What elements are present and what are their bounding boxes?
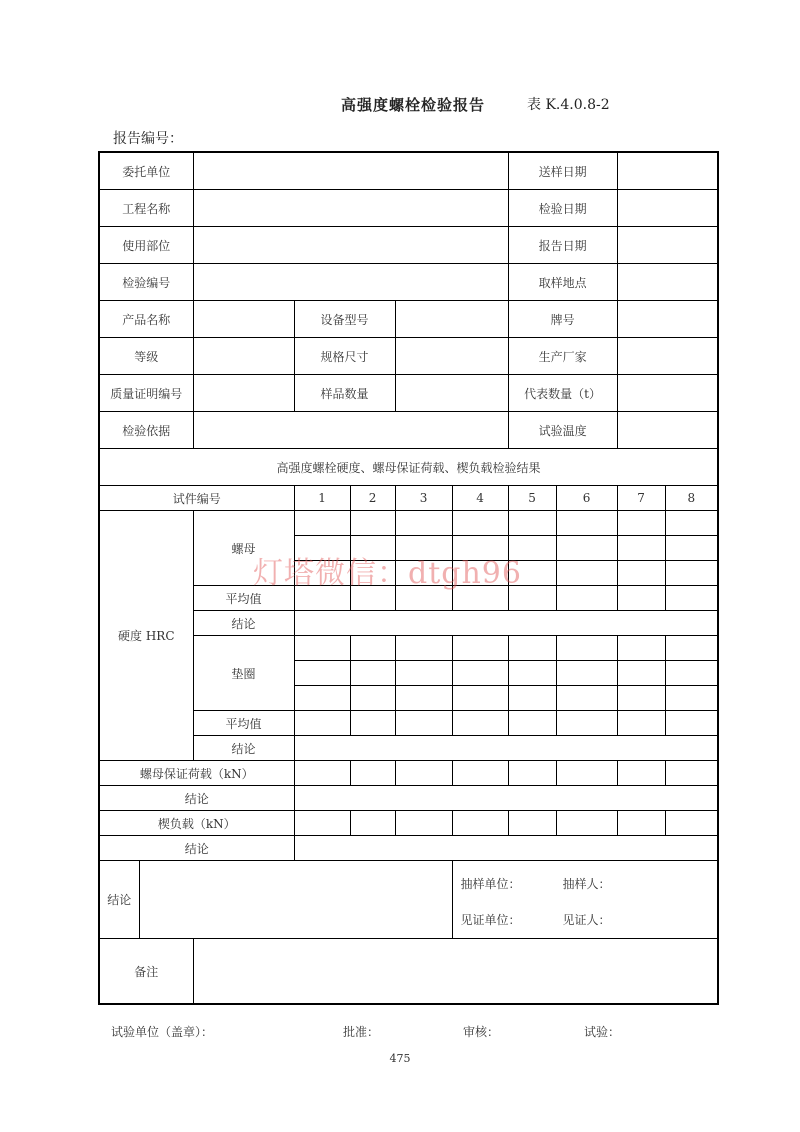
data-cell[interactable] — [665, 536, 718, 561]
client-value[interactable] — [193, 152, 508, 190]
data-cell[interactable] — [665, 661, 718, 686]
data-cell[interactable] — [556, 711, 617, 736]
cert-no-label: 质量证明编号 — [99, 375, 193, 412]
data-cell[interactable] — [452, 561, 508, 586]
proof-load-row — [99, 761, 718, 786]
data-cell[interactable] — [294, 586, 350, 611]
specimen-label: 试件编号 — [99, 486, 294, 511]
data-cell[interactable] — [452, 536, 508, 561]
data-cell[interactable] — [395, 711, 452, 736]
basis-value[interactable] — [193, 412, 508, 449]
data-cell[interactable] — [556, 511, 617, 536]
sample-qty-label: 样品数量 — [294, 375, 395, 412]
info-row — [99, 412, 718, 449]
data-cell[interactable] — [508, 636, 556, 661]
data-cell[interactable] — [294, 711, 350, 736]
info-row — [99, 301, 718, 338]
data-cell[interactable] — [508, 561, 556, 586]
maker-value[interactable] — [617, 338, 718, 375]
grade-value[interactable] — [193, 338, 294, 375]
proof-load-conclusion-row — [99, 786, 718, 811]
signoff-block — [453, 861, 718, 938]
specimen-number: 6 — [556, 486, 617, 511]
equipment-label: 设备型号 — [294, 301, 395, 338]
info-row — [99, 152, 718, 190]
data-cell[interactable] — [665, 686, 718, 711]
client-label: 委托单位 — [99, 152, 193, 190]
data-cell[interactable] — [350, 661, 395, 686]
data-cell[interactable] — [294, 661, 350, 686]
data-cell[interactable] — [617, 811, 665, 836]
sampler-label: 抽样人： — [562, 877, 611, 891]
data-cell[interactable] — [350, 761, 395, 786]
data-cell[interactable] — [665, 561, 718, 586]
specimen-number: 4 — [452, 486, 508, 511]
report-table — [98, 151, 719, 1005]
data-cell[interactable] — [350, 711, 395, 736]
sample-place-label: 取样地点 — [508, 264, 617, 301]
footer-approve-label: 批准： — [343, 1025, 380, 1039]
data-cell[interactable] — [350, 536, 395, 561]
data-cell[interactable] — [617, 636, 665, 661]
overall-conclusion-row — [99, 861, 718, 939]
rep-qty-value[interactable] — [617, 375, 718, 412]
hardness-label: 硬度 HRC — [99, 511, 193, 761]
data-cell[interactable] — [395, 661, 452, 686]
data-cell[interactable] — [294, 561, 350, 586]
sample-date-value[interactable] — [617, 152, 718, 190]
info-row — [99, 227, 718, 264]
data-cell[interactable] — [617, 511, 665, 536]
data-cell[interactable] — [508, 811, 556, 836]
report-date-value[interactable] — [617, 227, 718, 264]
data-cell[interactable] — [556, 686, 617, 711]
temp-label: 试验温度 — [508, 412, 617, 449]
data-cell[interactable] — [617, 761, 665, 786]
test-no-value[interactable] — [193, 264, 508, 301]
report-title-row — [0, 94, 800, 118]
data-cell[interactable] — [294, 511, 350, 536]
test-date-value[interactable] — [617, 190, 718, 227]
data-cell[interactable] — [452, 761, 508, 786]
data-cell[interactable] — [452, 636, 508, 661]
sampling-unit-label: 抽样单位： — [460, 877, 521, 891]
data-cell[interactable] — [350, 511, 395, 536]
nut-conclusion-value[interactable] — [294, 611, 718, 636]
data-cell[interactable] — [665, 636, 718, 661]
section-title-row — [99, 449, 718, 486]
brand-value[interactable] — [617, 301, 718, 338]
project-label: 工程名称 — [99, 190, 193, 227]
wedge-load-conclusion-value[interactable] — [294, 836, 718, 861]
data-cell[interactable] — [556, 586, 617, 611]
info-row — [99, 264, 718, 301]
wedge-load-conclusion-row — [99, 836, 718, 861]
wedge-load-row — [99, 811, 718, 836]
data-cell[interactable] — [350, 811, 395, 836]
data-cell[interactable] — [294, 686, 350, 711]
data-cell[interactable] — [350, 686, 395, 711]
data-cell[interactable] — [617, 561, 665, 586]
project-value[interactable] — [193, 190, 508, 227]
data-cell[interactable] — [508, 586, 556, 611]
watermark-text: 灯塔微信：dtgh96 — [253, 556, 522, 591]
results-section-title: 高强度螺栓硬度、螺母保证荷载、楔负载检验结果 — [99, 449, 718, 486]
specimen-number: 2 — [350, 486, 395, 511]
spec-value[interactable] — [395, 338, 508, 375]
data-cell[interactable] — [294, 636, 350, 661]
location-value[interactable] — [193, 227, 508, 264]
data-cell[interactable] — [617, 536, 665, 561]
test-no-label: 检验编号 — [99, 264, 193, 301]
data-cell[interactable] — [508, 686, 556, 711]
location-label: 使用部位 — [99, 227, 193, 264]
washer-average-label: 平均值 — [193, 711, 294, 736]
specimen-number: 1 — [294, 486, 350, 511]
data-cell[interactable] — [556, 761, 617, 786]
data-cell[interactable] — [452, 661, 508, 686]
info-row — [99, 338, 718, 375]
equipment-value[interactable] — [395, 301, 508, 338]
data-cell[interactable] — [395, 586, 452, 611]
cert-no-value[interactable] — [193, 375, 294, 412]
specimen-number: 5 — [508, 486, 556, 511]
data-cell[interactable] — [452, 811, 508, 836]
spec-label: 规格尺寸 — [294, 338, 395, 375]
rep-qty-label: 代表数量（t） — [508, 375, 617, 412]
page-title: 高强度螺栓检验报告 — [341, 96, 486, 114]
overall-conclusion-value[interactable] — [139, 861, 452, 939]
data-cell[interactable] — [395, 686, 452, 711]
data-cell[interactable] — [508, 711, 556, 736]
washer-label: 垫圈 — [193, 636, 294, 711]
signoff-cell — [452, 861, 718, 939]
report-number-label: 报告编号： — [113, 131, 183, 147]
specimen-number: 7 — [617, 486, 665, 511]
product-value[interactable] — [193, 301, 294, 338]
data-cell[interactable] — [508, 511, 556, 536]
data-cell[interactable] — [556, 536, 617, 561]
specimen-number: 8 — [665, 486, 718, 511]
data-cell[interactable] — [395, 561, 452, 586]
data-cell[interactable] — [508, 761, 556, 786]
data-cell[interactable] — [556, 811, 617, 836]
data-cell[interactable] — [617, 586, 665, 611]
sample-qty-value[interactable] — [395, 375, 508, 412]
data-cell[interactable] — [556, 561, 617, 586]
data-cell[interactable] — [665, 586, 718, 611]
overall-conclusion-label: 结论 — [99, 861, 139, 939]
data-cell[interactable] — [556, 636, 617, 661]
maker-label: 生产厂家 — [508, 338, 617, 375]
data-cell[interactable] — [395, 536, 452, 561]
sample-place-value[interactable] — [617, 264, 718, 301]
data-cell[interactable] — [350, 561, 395, 586]
remarks-label: 备注 — [99, 939, 193, 1005]
nut-conclusion-label: 结论 — [193, 611, 294, 636]
data-cell[interactable] — [665, 761, 718, 786]
data-cell[interactable] — [294, 811, 350, 836]
washer-conclusion-value[interactable] — [294, 736, 718, 761]
data-cell[interactable] — [617, 711, 665, 736]
product-label: 产品名称 — [99, 301, 193, 338]
data-cell[interactable] — [665, 511, 718, 536]
data-cell[interactable] — [617, 686, 665, 711]
temp-value[interactable] — [617, 412, 718, 449]
proof-load-label: 螺母保证荷载（kN） — [99, 761, 294, 786]
washer-conclusion-label: 结论 — [193, 736, 294, 761]
info-row — [99, 190, 718, 227]
data-cell[interactable] — [395, 761, 452, 786]
nut-average-label: 平均值 — [193, 586, 294, 611]
data-cell[interactable] — [452, 586, 508, 611]
data-cell[interactable] — [350, 636, 395, 661]
wedge-load-label: 楔负载（kN） — [99, 811, 294, 836]
data-cell[interactable] — [294, 536, 350, 561]
sample-date-label: 送样日期 — [508, 152, 617, 190]
data-cell[interactable] — [556, 661, 617, 686]
basis-label: 检验依据 — [99, 412, 193, 449]
data-cell[interactable] — [395, 511, 452, 536]
nut-reading-row — [99, 511, 718, 536]
report-date-label: 报告日期 — [508, 227, 617, 264]
data-cell[interactable] — [452, 511, 508, 536]
witness-label: 见证人： — [562, 913, 611, 927]
specimen-number: 3 — [395, 486, 452, 511]
footer-lab-label: 试验单位（盖章）： — [111, 1025, 214, 1039]
witness-unit-label: 见证单位： — [460, 913, 521, 927]
footer-review-label: 审核： — [463, 1025, 500, 1039]
test-date-label: 检验日期 — [508, 190, 617, 227]
data-cell[interactable] — [452, 711, 508, 736]
data-cell[interactable] — [452, 686, 508, 711]
nut-label: 螺母 — [193, 511, 294, 586]
page-number: 475 — [389, 1052, 411, 1065]
brand-label: 牌号 — [508, 301, 617, 338]
data-cell[interactable] — [508, 661, 556, 686]
data-cell[interactable] — [665, 711, 718, 736]
data-cell[interactable] — [294, 761, 350, 786]
info-row — [99, 375, 718, 412]
remarks-value[interactable] — [193, 939, 718, 1005]
proof-load-conclusion-value[interactable] — [294, 786, 718, 811]
data-cell[interactable] — [617, 661, 665, 686]
data-cell[interactable] — [350, 586, 395, 611]
data-cell[interactable] — [395, 811, 452, 836]
data-cell[interactable] — [665, 811, 718, 836]
table-code: 表 K.4.0.8-2 — [527, 97, 610, 113]
footer-test-label: 试验： — [584, 1025, 621, 1039]
specimen-header-row — [99, 486, 718, 511]
remarks-row — [99, 939, 718, 1005]
data-cell[interactable] — [508, 536, 556, 561]
wedge-load-conclusion-label: 结论 — [99, 836, 294, 861]
grade-label: 等级 — [99, 338, 193, 375]
data-cell[interactable] — [395, 636, 452, 661]
proof-load-conclusion-label: 结论 — [99, 786, 294, 811]
